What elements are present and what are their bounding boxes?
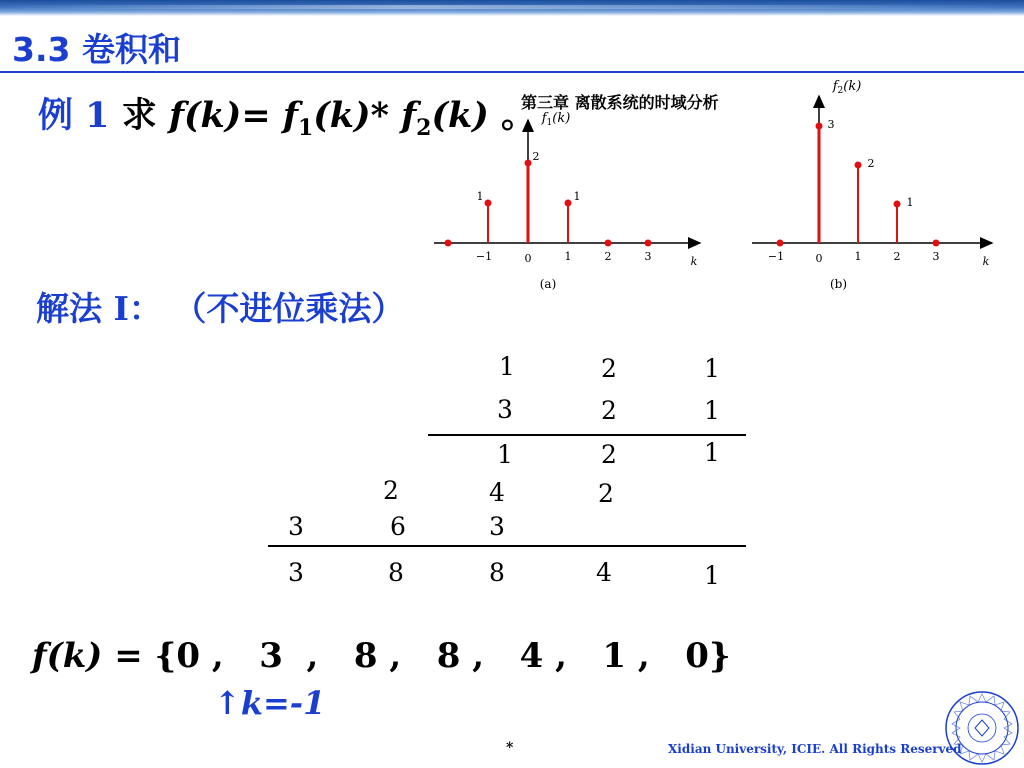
row1-digit: 1 [499,352,515,381]
stem-point [445,240,452,247]
example-label: 例 1 [38,95,110,136]
stem-point [894,201,901,208]
footer-copyright: Xidian University, ICIE. All Rights Reserved [668,742,962,756]
result-expr: = {0 , 3 , 8 , 8 , 4 , 1 , 0} [102,636,731,676]
sum-digit: 3 [288,558,304,587]
plot-caption: (a) [539,277,557,291]
value-label: 2 [532,150,540,163]
page-marker: * [506,740,514,756]
value-label: 3 [827,118,835,131]
stem-point [855,162,862,169]
formula-period: 。 [501,95,537,136]
sum-digit: 4 [596,558,612,587]
stem-point [605,240,612,247]
tick-label: 2 [604,250,612,263]
partial2-digit: 4 [489,478,505,507]
origin-marker [214,684,325,722]
tick-label: 0 [815,252,823,265]
plot-f2 [752,79,992,291]
value-label: 1 [906,196,914,209]
tick-label: −1 [475,250,493,263]
partial1-digit: 1 [497,440,513,469]
partial2-digit: 2 [598,479,614,508]
tick-label: 1 [564,250,572,263]
formula-sub2: 2 [416,115,432,141]
value-label: 1 [476,190,484,203]
partial3-digit: 3 [288,512,304,541]
tick-label: 3 [932,250,940,263]
row1-digit: 1 [704,354,720,383]
example-verb: 求 [121,95,157,136]
stem-plots [430,70,1010,300]
plot-f1 [434,111,700,291]
stem-point [565,200,572,207]
stem-point [525,160,532,167]
partial1-digit: 1 [704,438,720,467]
value-label: 1 [573,190,581,203]
partial3-digit: 3 [489,512,505,541]
origin-label: k=-1 [240,684,326,722]
tick-label: −1 [767,250,785,263]
formula-sub1: 1 [297,115,314,141]
partial2-digit: 2 [383,476,399,505]
stem-point [816,123,823,130]
row2-digit: 2 [601,396,617,425]
row2-digit: 1 [704,396,720,425]
axis-label: k [690,255,698,268]
result-lhs: f(k) [32,636,103,676]
stem-point [777,240,784,247]
stem-point [645,240,652,247]
sum-digit: 8 [489,558,505,587]
stem-point [485,200,492,207]
sum-rule [268,545,746,547]
plot-title: $f_1(k)$ [541,111,571,128]
sum-digit: 8 [388,558,404,587]
row2-digit: 3 [497,395,513,424]
tick-label: 3 [644,250,652,263]
formula-mid: (k)* f [313,95,417,136]
value-label: 2 [867,157,875,170]
axis-label: k [982,255,990,268]
method-heading: 解法 I： （不进位乘法） [36,289,405,328]
chapter-header: 第三章 离散系统的时域分析 [521,93,719,112]
plot-caption: (b) [829,277,848,291]
partial1-digit: 2 [601,440,617,469]
formula-end: (k) [431,95,489,136]
product-rule [428,434,746,436]
stem-point [933,240,940,247]
slide-title: 3.3 卷积和 [12,30,181,69]
up-arrow-icon: ↑ [214,684,241,722]
sum-digit: 1 [704,561,720,590]
formula-prefix: f(k)= f [168,95,298,136]
tick-label: 2 [893,250,901,263]
plot-title: $f_2(k)$ [832,79,862,96]
partial3-digit: 6 [390,512,406,541]
tick-label: 1 [854,250,862,263]
university-seal-icon [942,688,1022,768]
row1-digit: 2 [601,354,617,383]
result-sequence [32,636,731,676]
tick-label: 0 [524,252,532,265]
top-banner-highlight [0,5,1024,9]
